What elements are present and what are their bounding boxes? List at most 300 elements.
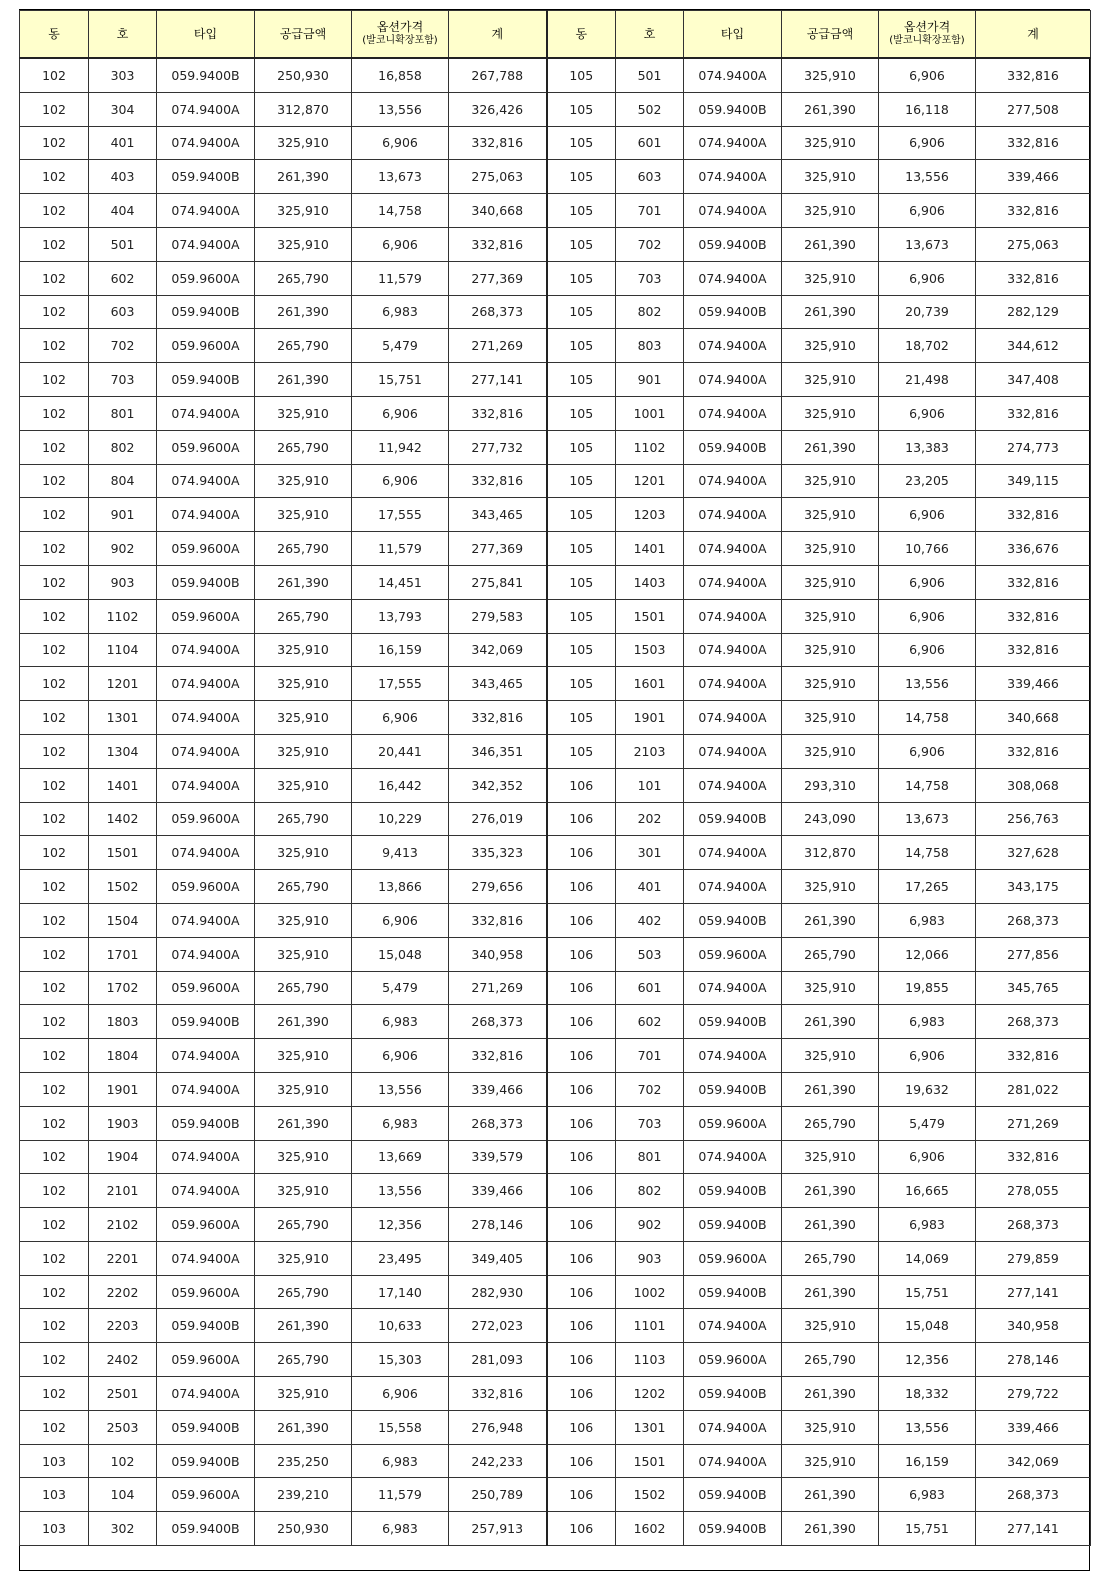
cell-total: 276,019 xyxy=(449,802,547,836)
cell-type: 074.9400A xyxy=(157,701,255,735)
cell-option-price: 14,758 xyxy=(879,836,976,870)
cell-dong: 102 xyxy=(20,126,89,160)
cell-supply-price: 325,910 xyxy=(255,768,352,802)
cell-dong: 102 xyxy=(20,396,89,430)
header-ho: 호 xyxy=(89,11,157,59)
cell-supply-price: 325,910 xyxy=(255,734,352,768)
cell-supply-price: 325,910 xyxy=(255,1241,352,1275)
cell-ho: 1401 xyxy=(616,532,684,566)
cell-dong: 105 xyxy=(547,126,616,160)
cell-supply-price: 265,790 xyxy=(255,329,352,363)
table-row xyxy=(20,1343,1091,1377)
cell-type: 059.9400B xyxy=(157,1512,255,1546)
cell-supply-price: 265,790 xyxy=(255,1208,352,1242)
cell-dong: 105 xyxy=(547,464,616,498)
cell-dong: 106 xyxy=(547,1241,616,1275)
cell-type: 074.9400A xyxy=(684,667,782,701)
cell-type: 074.9400A xyxy=(684,329,782,363)
table-row xyxy=(20,1377,1091,1411)
cell-option-price: 13,673 xyxy=(879,227,976,261)
table-row xyxy=(20,194,1091,228)
cell-supply-price: 325,910 xyxy=(782,1444,879,1478)
cell-total: 344,612 xyxy=(976,329,1091,363)
cell-ho: 1304 xyxy=(89,734,157,768)
cell-supply-price: 261,390 xyxy=(782,1072,879,1106)
cell-type: 059.9400B xyxy=(157,1410,255,1444)
cell-dong: 105 xyxy=(547,599,616,633)
table-row xyxy=(20,1512,1091,1546)
cell-total: 332,816 xyxy=(976,565,1091,599)
cell-supply-price: 325,910 xyxy=(782,160,879,194)
cell-type: 059.9600A xyxy=(157,329,255,363)
cell-type: 059.9400B xyxy=(684,227,782,261)
cell-type: 059.9600A xyxy=(157,1275,255,1309)
cell-type: 059.9400B xyxy=(157,363,255,397)
cell-supply-price: 325,910 xyxy=(782,701,879,735)
cell-supply-price: 325,910 xyxy=(782,1309,879,1343)
cell-ho: 701 xyxy=(616,1039,684,1073)
cell-type: 059.9400B xyxy=(684,92,782,126)
cell-ho: 1901 xyxy=(89,1072,157,1106)
cell-ho: 401 xyxy=(616,870,684,904)
cell-supply-price: 293,310 xyxy=(782,768,879,802)
cell-option-price: 9,413 xyxy=(352,836,449,870)
cell-total: 332,816 xyxy=(449,903,547,937)
cell-ho: 2103 xyxy=(616,734,684,768)
cell-total: 332,816 xyxy=(449,126,547,160)
cell-total: 342,069 xyxy=(976,1444,1091,1478)
cell-option-price: 6,906 xyxy=(879,396,976,430)
cell-total: 268,373 xyxy=(449,1106,547,1140)
cell-type: 074.9400A xyxy=(684,126,782,160)
cell-supply-price: 265,790 xyxy=(255,971,352,1005)
cell-total: 278,146 xyxy=(976,1343,1091,1377)
cell-dong: 103 xyxy=(20,1444,89,1478)
cell-dong: 102 xyxy=(20,1309,89,1343)
cell-total: 345,765 xyxy=(976,971,1091,1005)
cell-supply-price: 325,910 xyxy=(255,1174,352,1208)
cell-supply-price: 265,790 xyxy=(255,1275,352,1309)
cell-ho: 703 xyxy=(616,261,684,295)
cell-dong: 102 xyxy=(20,1039,89,1073)
cell-supply-price: 265,790 xyxy=(255,870,352,904)
option-price-label: 옵션가격 xyxy=(376,20,424,35)
cell-type: 074.9400A xyxy=(157,498,255,532)
table-row xyxy=(20,58,1091,92)
cell-option-price: 13,793 xyxy=(352,599,449,633)
cell-ho: 1403 xyxy=(616,565,684,599)
cell-type: 059.9400B xyxy=(684,430,782,464)
cell-dong: 102 xyxy=(20,1377,89,1411)
cell-ho: 102 xyxy=(89,1444,157,1478)
cell-dong: 102 xyxy=(20,92,89,126)
cell-option-price: 6,906 xyxy=(879,58,976,92)
cell-supply-price: 265,790 xyxy=(255,261,352,295)
cell-total: 268,373 xyxy=(976,1005,1091,1039)
cell-supply-price: 325,910 xyxy=(782,971,879,1005)
cell-supply-price: 261,390 xyxy=(782,1512,879,1546)
cell-dong: 106 xyxy=(547,1444,616,1478)
cell-type: 059.9600A xyxy=(157,1208,255,1242)
cell-supply-price: 312,870 xyxy=(255,92,352,126)
cell-option-price: 6,906 xyxy=(879,126,976,160)
cell-supply-price: 325,910 xyxy=(782,1410,879,1444)
cell-option-price: 15,558 xyxy=(352,1410,449,1444)
cell-supply-price: 261,390 xyxy=(782,430,879,464)
cell-total: 278,146 xyxy=(449,1208,547,1242)
cell-option-price: 18,702 xyxy=(879,329,976,363)
table-row xyxy=(20,1140,1091,1174)
cell-total: 339,466 xyxy=(976,160,1091,194)
cell-total: 332,816 xyxy=(976,261,1091,295)
cell-supply-price: 325,910 xyxy=(255,836,352,870)
cell-dong: 102 xyxy=(20,836,89,870)
cell-type: 059.9400B xyxy=(157,58,255,92)
cell-total: 279,859 xyxy=(976,1241,1091,1275)
cell-total: 271,269 xyxy=(449,329,547,363)
cell-option-price: 13,556 xyxy=(352,1174,449,1208)
cell-supply-price: 261,390 xyxy=(782,295,879,329)
cell-ho: 803 xyxy=(616,329,684,363)
cell-total: 277,369 xyxy=(449,532,547,566)
cell-option-price: 6,906 xyxy=(879,1140,976,1174)
cell-option-price: 16,159 xyxy=(879,1444,976,1478)
cell-dong: 102 xyxy=(20,768,89,802)
cell-option-price: 14,758 xyxy=(879,701,976,735)
table-row xyxy=(20,1106,1091,1140)
table-row xyxy=(20,1410,1091,1444)
table-row xyxy=(20,599,1091,633)
cell-type: 074.9400A xyxy=(684,870,782,904)
cell-total: 342,352 xyxy=(449,768,547,802)
table-row xyxy=(20,1039,1091,1073)
table-row xyxy=(20,295,1091,329)
cell-option-price: 15,751 xyxy=(879,1512,976,1546)
table-row xyxy=(20,227,1091,261)
cell-total: 332,816 xyxy=(976,498,1091,532)
cell-ho: 301 xyxy=(616,836,684,870)
table-row xyxy=(20,667,1091,701)
cell-ho: 702 xyxy=(616,227,684,261)
cell-ho: 1201 xyxy=(89,667,157,701)
cell-supply-price: 325,910 xyxy=(782,565,879,599)
cell-option-price: 11,579 xyxy=(352,261,449,295)
cell-dong: 102 xyxy=(20,565,89,599)
cell-type: 074.9400A xyxy=(157,1140,255,1174)
cell-supply-price: 250,930 xyxy=(255,1512,352,1546)
cell-dong: 102 xyxy=(20,227,89,261)
cell-supply-price: 250,930 xyxy=(255,58,352,92)
cell-option-price: 5,479 xyxy=(879,1106,976,1140)
cell-total: 343,465 xyxy=(449,498,547,532)
cell-dong: 102 xyxy=(20,1410,89,1444)
cell-dong: 102 xyxy=(20,633,89,667)
cell-option-price: 6,983 xyxy=(879,1208,976,1242)
cell-ho: 404 xyxy=(89,194,157,228)
cell-ho: 1201 xyxy=(616,464,684,498)
cell-total: 327,628 xyxy=(976,836,1091,870)
cell-ho: 302 xyxy=(89,1512,157,1546)
cell-option-price: 23,205 xyxy=(879,464,976,498)
cell-type: 059.9400B xyxy=(157,160,255,194)
cell-ho: 502 xyxy=(616,92,684,126)
cell-ho: 802 xyxy=(616,1174,684,1208)
table-row xyxy=(20,1444,1091,1478)
cell-dong: 106 xyxy=(547,1512,616,1546)
cell-total: 256,763 xyxy=(976,802,1091,836)
cell-option-price: 6,983 xyxy=(352,1512,449,1546)
cell-ho: 1901 xyxy=(616,701,684,735)
cell-dong: 106 xyxy=(547,1140,616,1174)
cell-ho: 603 xyxy=(89,295,157,329)
cell-option-price: 6,906 xyxy=(879,633,976,667)
cell-total: 268,373 xyxy=(449,1005,547,1039)
cell-supply-price: 265,790 xyxy=(782,1343,879,1377)
cell-dong: 102 xyxy=(20,903,89,937)
cell-ho: 802 xyxy=(89,430,157,464)
cell-option-price: 6,906 xyxy=(879,194,976,228)
cell-dong: 102 xyxy=(20,1140,89,1174)
cell-dong: 105 xyxy=(547,667,616,701)
cell-dong: 102 xyxy=(20,464,89,498)
cell-option-price: 13,673 xyxy=(352,160,449,194)
cell-dong: 106 xyxy=(547,1072,616,1106)
cell-total: 276,948 xyxy=(449,1410,547,1444)
cell-ho: 304 xyxy=(89,92,157,126)
cell-supply-price: 265,790 xyxy=(255,532,352,566)
cell-type: 059.9400B xyxy=(684,802,782,836)
cell-total: 282,129 xyxy=(976,295,1091,329)
cell-supply-price: 325,910 xyxy=(255,667,352,701)
cell-ho: 603 xyxy=(616,160,684,194)
cell-ho: 101 xyxy=(616,768,684,802)
cell-total: 340,668 xyxy=(449,194,547,228)
cell-dong: 105 xyxy=(547,92,616,126)
cell-supply-price: 261,390 xyxy=(782,92,879,126)
cell-option-price: 19,855 xyxy=(879,971,976,1005)
cell-option-price: 16,442 xyxy=(352,768,449,802)
cell-ho: 2203 xyxy=(89,1309,157,1343)
table-body xyxy=(20,58,1091,1546)
cell-type: 074.9400A xyxy=(157,734,255,768)
cell-dong: 102 xyxy=(20,734,89,768)
table-row xyxy=(20,1072,1091,1106)
cell-supply-price: 325,910 xyxy=(255,396,352,430)
cell-dong: 105 xyxy=(547,227,616,261)
cell-supply-price: 325,910 xyxy=(255,464,352,498)
cell-ho: 1104 xyxy=(89,633,157,667)
cell-type: 074.9400A xyxy=(157,126,255,160)
table-row xyxy=(20,396,1091,430)
cell-ho: 1001 xyxy=(616,396,684,430)
cell-total: 326,426 xyxy=(449,92,547,126)
cell-supply-price: 261,390 xyxy=(782,1478,879,1512)
cell-ho: 1401 xyxy=(89,768,157,802)
cell-type: 059.9600A xyxy=(157,430,255,464)
cell-dong: 106 xyxy=(547,768,616,802)
cell-ho: 2503 xyxy=(89,1410,157,1444)
cell-supply-price: 325,910 xyxy=(255,937,352,971)
cell-ho: 801 xyxy=(616,1140,684,1174)
cell-option-price: 6,906 xyxy=(352,701,449,735)
cell-supply-price: 265,790 xyxy=(255,599,352,633)
cell-option-price: 21,498 xyxy=(879,363,976,397)
cell-dong: 102 xyxy=(20,1174,89,1208)
cell-type: 059.9600A xyxy=(684,1343,782,1377)
cell-type: 074.9400A xyxy=(157,1241,255,1275)
cell-supply-price: 325,910 xyxy=(782,599,879,633)
cell-total: 332,816 xyxy=(449,396,547,430)
cell-total: 271,269 xyxy=(449,971,547,1005)
cell-option-price: 17,555 xyxy=(352,498,449,532)
cell-ho: 1602 xyxy=(616,1512,684,1546)
cell-total: 277,369 xyxy=(449,261,547,295)
cell-dong: 105 xyxy=(547,58,616,92)
cell-supply-price: 325,910 xyxy=(782,261,879,295)
cell-type: 059.9400B xyxy=(684,1005,782,1039)
cell-option-price: 10,633 xyxy=(352,1309,449,1343)
cell-ho: 501 xyxy=(616,58,684,92)
cell-type: 074.9400A xyxy=(157,1072,255,1106)
table-row xyxy=(20,768,1091,802)
cell-total: 332,816 xyxy=(449,1377,547,1411)
cell-type: 074.9400A xyxy=(684,633,782,667)
cell-total: 242,233 xyxy=(449,1444,547,1478)
cell-ho: 2101 xyxy=(89,1174,157,1208)
cell-ho: 1804 xyxy=(89,1039,157,1073)
cell-option-price: 6,906 xyxy=(352,227,449,261)
cell-option-price: 14,069 xyxy=(879,1241,976,1275)
cell-option-price: 6,906 xyxy=(352,396,449,430)
cell-dong: 102 xyxy=(20,1208,89,1242)
cell-option-price: 11,942 xyxy=(352,430,449,464)
cell-supply-price: 261,390 xyxy=(255,1106,352,1140)
cell-total: 332,816 xyxy=(976,1039,1091,1073)
cell-dong: 102 xyxy=(20,971,89,1005)
cell-option-price: 5,479 xyxy=(352,329,449,363)
cell-dong: 102 xyxy=(20,295,89,329)
cell-type: 059.9400B xyxy=(684,1208,782,1242)
cell-supply-price: 235,250 xyxy=(255,1444,352,1478)
cell-type: 074.9400A xyxy=(157,667,255,701)
cell-type: 059.9600A xyxy=(684,937,782,971)
cell-option-price: 6,906 xyxy=(352,903,449,937)
cell-ho: 901 xyxy=(89,498,157,532)
cell-ho: 804 xyxy=(89,464,157,498)
cell-option-price: 16,858 xyxy=(352,58,449,92)
cell-dong: 102 xyxy=(20,261,89,295)
cell-ho: 902 xyxy=(616,1208,684,1242)
cell-ho: 1301 xyxy=(89,701,157,735)
cell-dong: 106 xyxy=(547,802,616,836)
cell-dong: 102 xyxy=(20,1005,89,1039)
cell-total: 336,676 xyxy=(976,532,1091,566)
table-row xyxy=(20,329,1091,363)
cell-ho: 1502 xyxy=(89,870,157,904)
cell-type: 074.9400A xyxy=(684,565,782,599)
table-row xyxy=(20,870,1091,904)
cell-type: 074.9400A xyxy=(684,261,782,295)
cell-option-price: 6,906 xyxy=(352,1377,449,1411)
table-row xyxy=(20,1208,1091,1242)
cell-dong: 106 xyxy=(547,1174,616,1208)
table-row xyxy=(20,937,1091,971)
cell-type: 059.9400B xyxy=(157,1309,255,1343)
cell-option-price: 15,048 xyxy=(879,1309,976,1343)
cell-dong: 106 xyxy=(547,1005,616,1039)
cell-supply-price: 325,910 xyxy=(782,734,879,768)
cell-type: 074.9400A xyxy=(684,734,782,768)
cell-total: 279,722 xyxy=(976,1377,1091,1411)
table-row xyxy=(20,633,1091,667)
cell-dong: 103 xyxy=(20,1512,89,1546)
cell-type: 074.9400A xyxy=(684,1039,782,1073)
cell-type: 059.9400B xyxy=(684,1275,782,1309)
cell-type: 074.9400A xyxy=(157,836,255,870)
table-row xyxy=(20,836,1091,870)
cell-total: 332,816 xyxy=(976,194,1091,228)
cell-total: 268,373 xyxy=(976,1208,1091,1242)
cell-total: 332,816 xyxy=(976,599,1091,633)
cell-total: 281,093 xyxy=(449,1343,547,1377)
cell-option-price: 13,866 xyxy=(352,870,449,904)
cell-option-price: 6,906 xyxy=(879,565,976,599)
cell-ho: 303 xyxy=(89,58,157,92)
cell-ho: 1803 xyxy=(89,1005,157,1039)
cell-type: 059.9400B xyxy=(684,1478,782,1512)
cell-supply-price: 325,910 xyxy=(255,701,352,735)
cell-total: 268,373 xyxy=(976,903,1091,937)
cell-supply-price: 325,910 xyxy=(782,1039,879,1073)
cell-supply-price: 265,790 xyxy=(255,430,352,464)
table-row xyxy=(20,1275,1091,1309)
cell-option-price: 16,159 xyxy=(352,633,449,667)
cell-dong: 105 xyxy=(547,430,616,464)
cell-type: 059.9600A xyxy=(157,870,255,904)
cell-supply-price: 265,790 xyxy=(782,937,879,971)
cell-type: 059.9400B xyxy=(157,1444,255,1478)
cell-type: 059.9400B xyxy=(157,295,255,329)
cell-dong: 106 xyxy=(547,971,616,1005)
cell-option-price: 12,356 xyxy=(352,1208,449,1242)
cell-total: 332,816 xyxy=(976,126,1091,160)
cell-total: 250,789 xyxy=(449,1478,547,1512)
cell-type: 074.9400A xyxy=(684,768,782,802)
cell-supply-price: 325,910 xyxy=(255,903,352,937)
cell-type: 074.9400A xyxy=(684,836,782,870)
cell-ho: 2102 xyxy=(89,1208,157,1242)
cell-ho: 1701 xyxy=(89,937,157,971)
cell-ho: 2201 xyxy=(89,1241,157,1275)
cell-dong: 106 xyxy=(547,1208,616,1242)
cell-type: 074.9400A xyxy=(684,1444,782,1478)
cell-supply-price: 261,390 xyxy=(782,1275,879,1309)
table-row xyxy=(20,802,1091,836)
table-row xyxy=(20,1478,1091,1512)
table-row xyxy=(20,971,1091,1005)
cell-total: 257,913 xyxy=(449,1512,547,1546)
cell-option-price: 10,766 xyxy=(879,532,976,566)
cell-total: 335,323 xyxy=(449,836,547,870)
cell-type: 074.9400A xyxy=(684,1140,782,1174)
cell-type: 074.9400A xyxy=(684,464,782,498)
cell-ho: 1101 xyxy=(616,1309,684,1343)
cell-dong: 102 xyxy=(20,430,89,464)
cell-type: 074.9400A xyxy=(157,903,255,937)
cell-supply-price: 261,390 xyxy=(782,1005,879,1039)
cell-total: 274,773 xyxy=(976,430,1091,464)
cell-supply-price: 312,870 xyxy=(782,836,879,870)
